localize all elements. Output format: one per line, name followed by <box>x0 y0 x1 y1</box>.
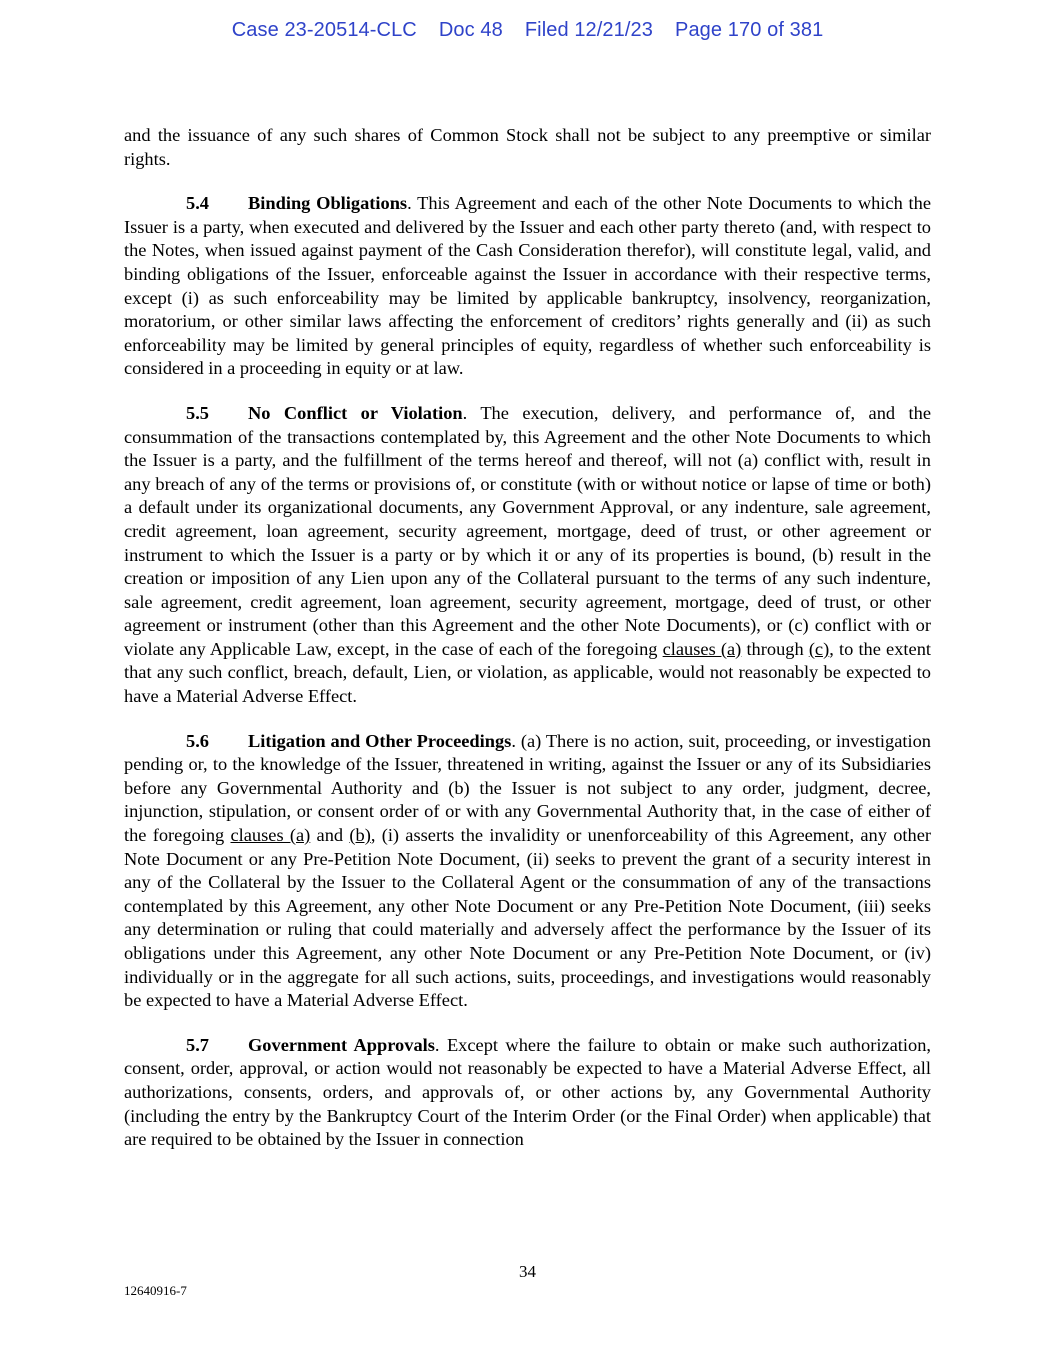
section-text: . (a) There is no action, suit, proceeding, or investigation pending or, to the knowledge of the Issuer, threatened in writing, against the Issuer or any of its Subsidiaries before any Governmental Authority and (b) the Issuer is not subject to any order, judgment, decree, injunction, stipulation, or consent order of or with any Governmental Authority that, in the case of either of the foregoing <box>124 730 931 846</box>
section-text: , (i) asserts the invalidity or unenforceability of this Agreement, any other Note Document or any Pre-Petition Note Document, (ii) seeks to prevent the grant of a security interest in any of the Collateral by the Issuer to the Collateral Agent or the consummation of any of the transactions contemplated by this Agreement, any other Note Document or any Pre-Petition Note Document, (iii) seeks any determination or ruling that could materially and adversely affect the performance by the Issuer of its obligations under this Agreement, any other Note Document or any Pre-Petition Note Document, or (iv) individually or in the aggregate for all such actions, suits, proceedings, and investigations would reasonably be expected to have a Material Adverse Effect. <box>124 825 932 1011</box>
section-title: No Conflict or Violation <box>248 402 463 423</box>
document-id: 12640916-7 <box>124 1283 187 1298</box>
filed-date: Filed 12/21/23 <box>524 19 653 41</box>
section-title: Binding Obligations <box>248 193 408 214</box>
section-5-5 <box>124 402 931 709</box>
section-5-6 <box>124 730 931 1013</box>
case-filing-header <box>0 19 1055 42</box>
doc-number: Doc 48 <box>438 19 503 41</box>
section-number: 5.6 <box>186 730 209 751</box>
section-text: . The execution, delivery, and performance of, and the consummation of the transactions contemplated by, this Agreement and the other Note Documents to which the Issuer is a party, and the fulfillment of the terms hereof and thereof, will not (a) conflict with, result in any breach of any of the terms or provisions of, or constitute (with or without notice or lapse of time or both) a default under its organizational documents, any Government Approval, or any indenture, sale agreement, credit agreement, loan agreement, security agreement, mortgage, deed of trust, or other agreement or instrument to which the Issuer is a party or by which it or any of its properties is bound, (b) result in the creation or imposition of any Lien upon any of the Collateral pursuant to the terms of any such indenture, sale agreement, credit agreement, loan agreement, security agreement, mortgage, deed of trust, or other agreement or instrument (other than this Agreement and the other Note Documents), or (c) conflict with or violate any Applicable Law, except, in the case of each of the foregoing <box>124 402 931 659</box>
section-text: , to the extent that any such conflict, breach, default, Lien, or violation, as applicable, would not reasonably be expected to have a Material Adverse Effect. <box>124 638 931 707</box>
clause-reference-link: clauses (a) <box>230 825 311 846</box>
clause-reference-link: (b) <box>349 825 371 846</box>
page-number: 34 <box>519 1262 536 1281</box>
clause-reference-link: (c) <box>808 638 830 659</box>
document-body <box>124 124 931 1152</box>
clause-reference-link: clauses (a) <box>662 638 742 659</box>
section-5-7 <box>124 1034 931 1152</box>
section-text: . This Agreement and each of the other Note Documents to which the Issuer is a party, when executed and delivered by the Issuer and each other party thereto (and, with respect to the Notes, when issued against payment of the Cash Consideration therefor), will constitute legal, valid, and binding obligations of the Issuer, enforceable against the Issuer in accordance with their respective terms, except (i) as such enforceability may be limited by applicable bankruptcy, insolvency, reorganization, moratorium, or other similar laws affecting the enforcement of creditors’ rights generally and (ii) as such enforceability may be limited by general principles of equity, regardless of whether such enforceability is considered in a proceeding in equity or at law. <box>124 193 931 379</box>
section-number: 5.5 <box>186 402 209 423</box>
section-text: through <box>741 638 809 659</box>
case-number: Case 23-20514-CLC <box>231 19 417 41</box>
section-title: Litigation and Other Proceedings <box>248 730 512 751</box>
section-number: 5.7 <box>186 1034 209 1055</box>
section-text: and <box>310 825 350 846</box>
section-title: Government Approvals <box>248 1034 435 1055</box>
section-5-4 <box>124 192 931 381</box>
section-text: . Except where the failure to obtain or make such authorization, consent, order, approval, or action would not reasonably be expected to have a Material Adverse Effect, all authorizations, consents, orders, and approvals of, or other actions by, any Governmental Authority (including the entry by the Bankruptcy Court of the Interim Order (or the Final Order) when applicable) that are required to be obtained by the Issuer in connection <box>124 1034 931 1150</box>
page-of-total: Page 170 of 381 <box>675 19 824 41</box>
intro-paragraph: and the issuance of any such shares of Common Stock shall not be subject to any preemptive or similar rights. <box>124 125 931 169</box>
section-number: 5.4 <box>186 193 209 214</box>
